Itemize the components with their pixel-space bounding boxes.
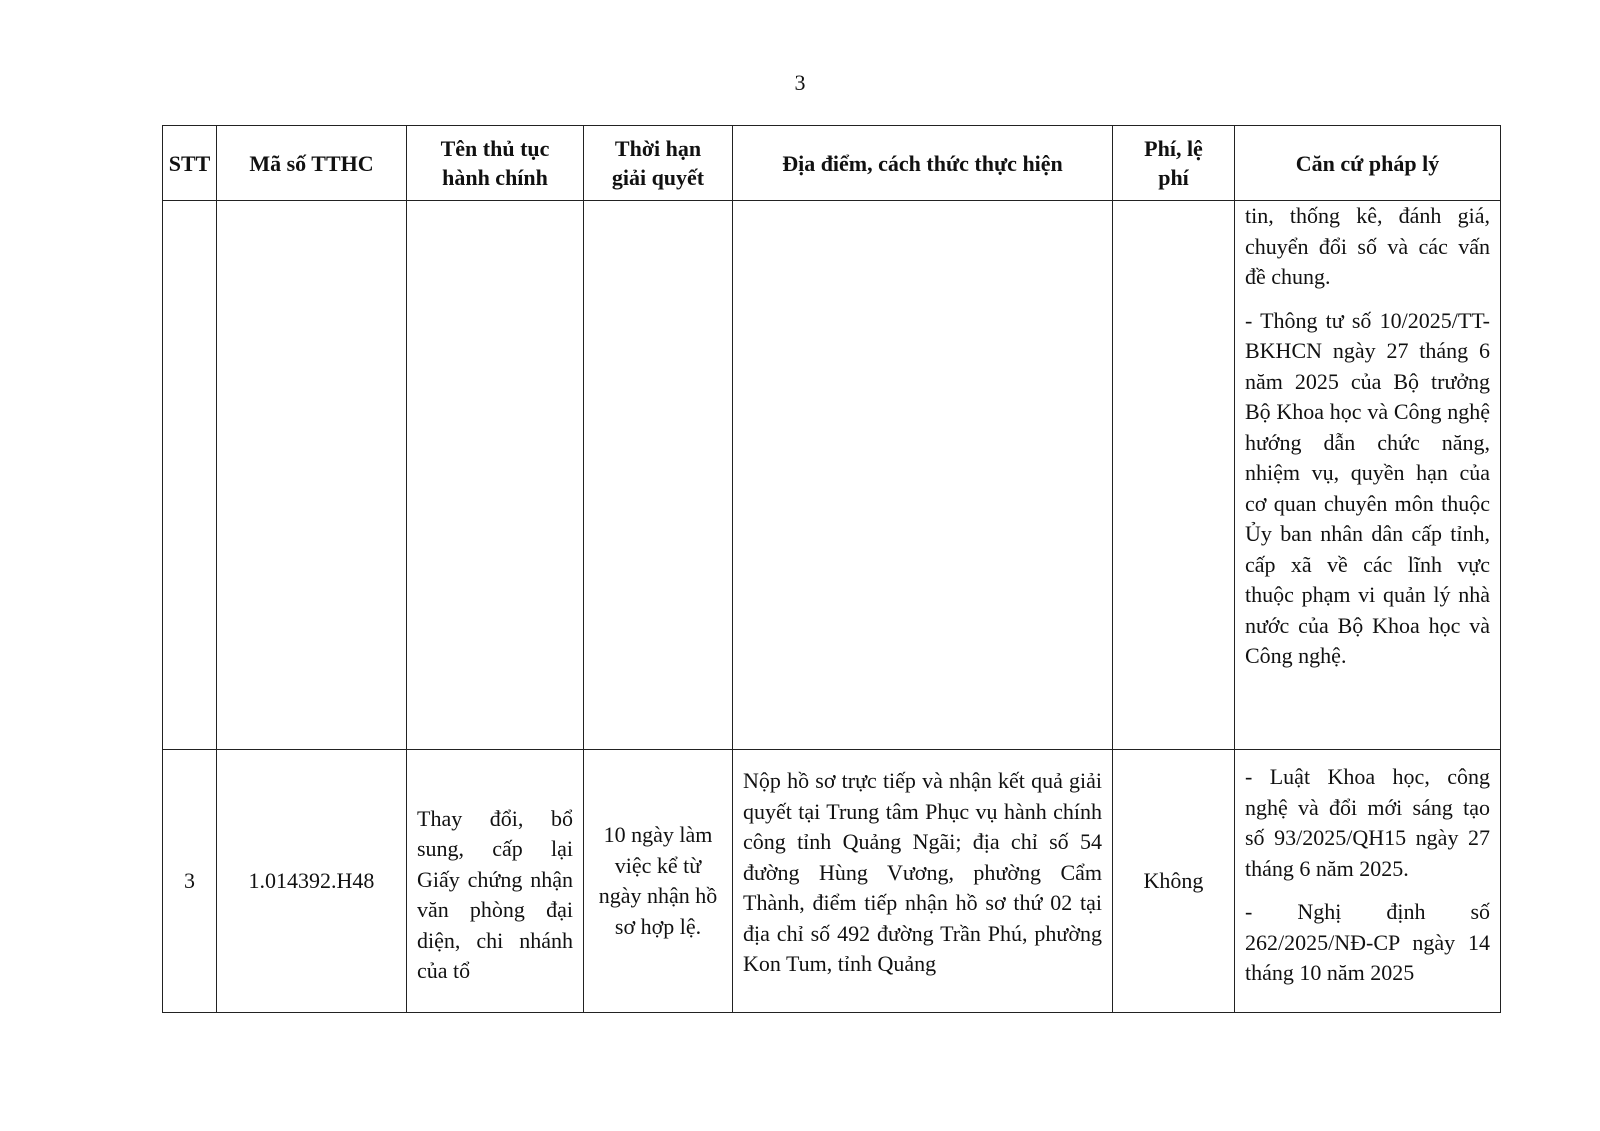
cell-name <box>407 201 584 750</box>
header-place: Địa điểm, cách thức thực hiện <box>733 126 1113 201</box>
cell-legal <box>1235 201 1501 750</box>
procedure-place: Nộp hồ sơ trực tiếp và nhận kết quả giải quyết tại Trung tâm Phục vụ hành chính công tỉnh Quảng Ngãi; địa chỉ số 54 đường Hùng Vương, phường Cẩm Thành, điểm tiếp nhận hồ sơ thứ 02 tại địa chỉ số 492 đường Trần Phú, phường Kon Tum, tỉnh Quảng <box>743 768 1102 976</box>
header-code: Mã số TTHC <box>217 126 407 201</box>
cell-stt <box>163 201 217 750</box>
header-time: Thời hạn giải quyết <box>584 126 733 201</box>
cell-stt: 3 <box>163 750 217 1013</box>
header-name: Tên thủ tục hành chính <box>407 126 584 201</box>
legal-list <box>1245 750 1490 989</box>
cell-place <box>733 201 1113 750</box>
header-legal: Căn cứ pháp lý <box>1235 126 1501 201</box>
legal-paragraph: - Nghị định số 262/2025/NĐ-CP ngày 14 tháng 10 năm 2025 <box>1245 899 1490 985</box>
legal-paragraph: - Luật Khoa học, công nghệ và đổi mới sáng tạo số 93/2025/QH15 ngày 27 tháng 6 năm 2025. <box>1245 764 1490 881</box>
header-fee: Phí, lệ phí <box>1113 126 1235 201</box>
legal-paragraph: - Thông tư số 10/2025/TT-BKHCN ngày 27 tháng 6 năm 2025 của Bộ trưởng Bộ Khoa học và Công nghệ hướng dẫn chức năng, nhiệm vụ, quyền hạn của cơ quan chuyên môn thuộc Ủy ban nhân dân cấp tỉnh, cấp xã về các lĩnh vực thuộc phạm vi quản lý nhà nước của Bộ Khoa học và Công nghệ. <box>1245 307 1490 668</box>
cell-code: 1.014392.H48 <box>217 750 407 1013</box>
table-header-row <box>163 126 1501 201</box>
cell-code <box>217 201 407 750</box>
cell-place <box>733 750 1113 1013</box>
header-stt: STT <box>163 126 217 201</box>
cell-time <box>584 201 733 750</box>
page-number: 3 <box>794 70 806 95</box>
legal-paragraph: tin, thống kê, đánh giá, chuyển đổi số và các vấn đề chung. <box>1245 203 1490 289</box>
cell-legal <box>1235 750 1501 1013</box>
cell-fee <box>1113 201 1235 750</box>
cell-name <box>407 750 584 1013</box>
procedure-name: Thay đổi, bổ sung, cấp lại Giấy chứng nhận văn phòng đại diện, chi nhánh của tổ <box>417 805 573 983</box>
procedures-table <box>162 125 1501 1013</box>
table-row <box>163 201 1501 750</box>
cell-fee: Không <box>1113 750 1235 1013</box>
cell-time: 10 ngày làm việc kể từ ngày nhận hồ sơ hợp lệ. <box>584 750 733 1013</box>
table-row <box>163 750 1501 1013</box>
